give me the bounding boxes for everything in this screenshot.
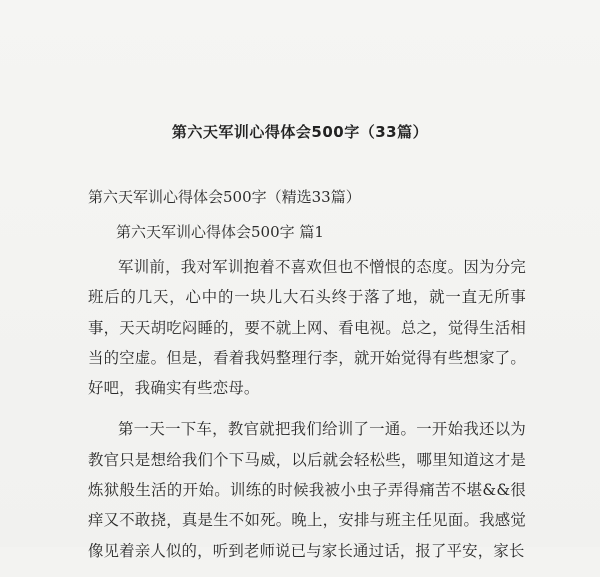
document-subtitle: 第六天军训心得体会500字（精选33篇） — [88, 188, 361, 206]
paragraph-1: 军训前，我对军训抱着不喜欢但也不憎恨的态度。因为分完班后的几天，心中的一块儿大石头终于落了地，就一直无所事事，天天胡吃闷睡的，要不就上网、看电视。总之，觉得生活相当的空虚。但是，看着我妈整理行李，就开始觉得有些想家了。好吧，我确实有些恋母。 — [88, 258, 526, 398]
paragraph-2: 第一天一下车，教官就把我们给训了一通。一开始我还以为教官只是想给我们个下马威，以后就会轻松些，哪里知道这才是炼狱般生活的开始。训练的时候我被小虫子弄得痛苦不堪&&很痒又不敢挠，真是生不如死。晚上，安排与班主任见面。我感觉像见着亲人似的，听到老师说已与家长通过话，报了平安，家长 — [88, 420, 526, 560]
document-title: 第六天军训心得体会500字（33篇） — [171, 123, 429, 141]
section-heading: 第六天军训心得体会500字 篇1 — [116, 223, 324, 241]
body-text — [88, 252, 526, 577]
